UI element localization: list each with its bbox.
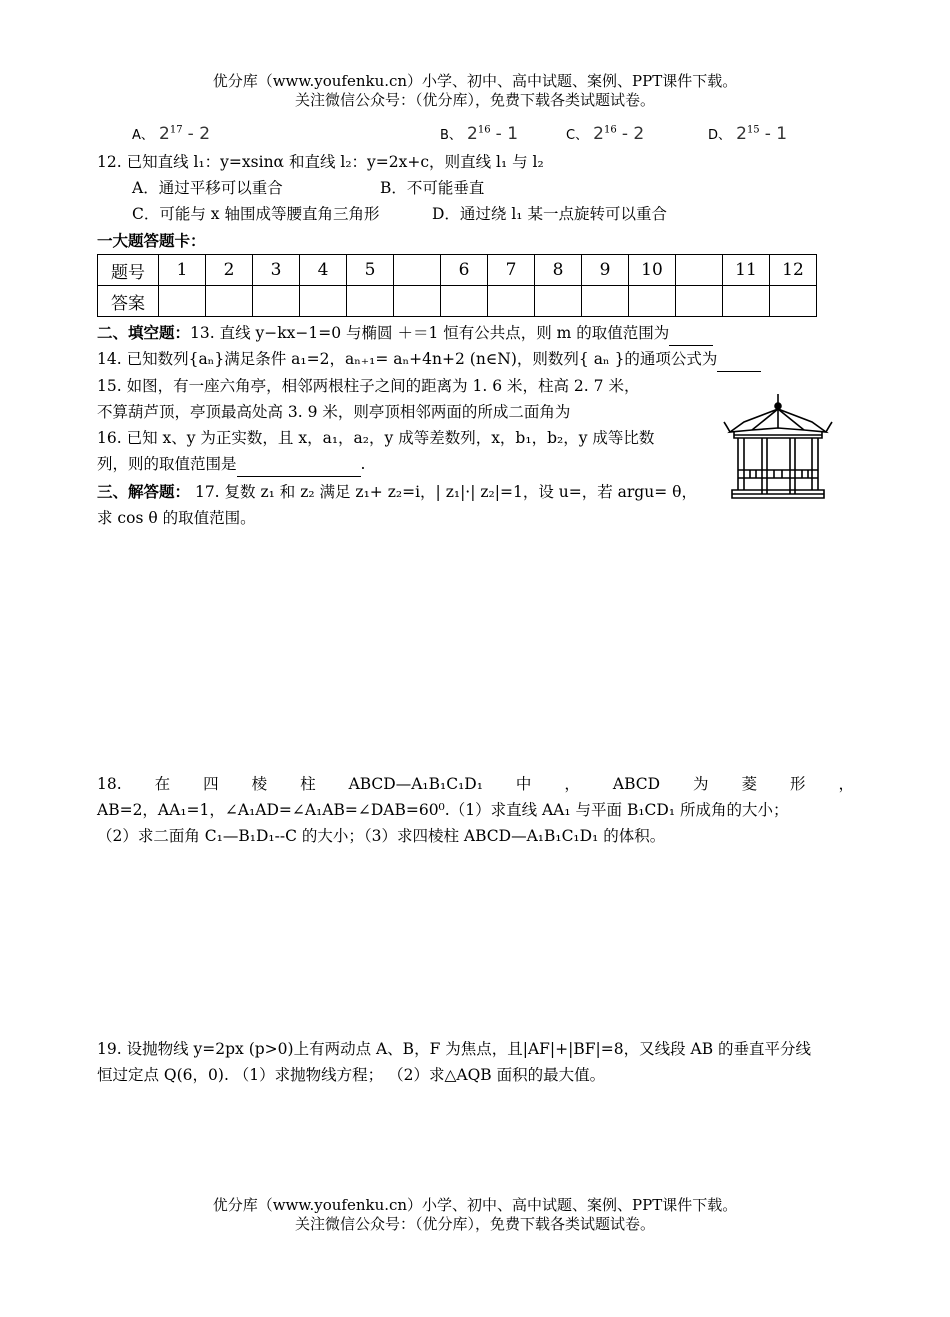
q11-option-b: B、 $2^{16} - 1$ (440, 124, 519, 144)
answer-card-number: 8 (535, 255, 582, 286)
q18-line-2: AB=2，AA₁=1，∠A₁AD=∠A₁AB=∠DAB=60⁰.（1）求直线 AA₁ 与平面 B₁CD₁ 所成角的大小； (97, 801, 789, 819)
q15-line-1: 15. 如图，有一座六角亭，相邻两根柱子之间的距离为 1. 6 米，柱高 2. 7 米， (97, 377, 640, 395)
answer-cell[interactable] (723, 286, 770, 317)
answer-cell[interactable] (770, 286, 817, 317)
footer-line-2: 关注微信公众号：（优分库），免费下载各类试题试卷。 (294, 1215, 655, 1233)
answer-card-row-label: 题号 (98, 255, 159, 286)
q14-blank[interactable] (717, 347, 761, 372)
q17-text: 17. 复数 z₁ 和 z₂ 满足 z₁+ z₂=i，| z₁|·| z₂|=1，设 u=，若 argu= θ， (194, 483, 697, 501)
answer-card-title: 一大题答题卡： (97, 231, 206, 250)
answer-card-number: 9 (582, 255, 629, 286)
hexagonal-pavilion-illustration (722, 392, 834, 502)
q13-blank[interactable] (669, 321, 713, 346)
answer-cell[interactable] (441, 286, 488, 317)
q14-line (97, 347, 761, 372)
answer-card-number: 6 (441, 255, 488, 286)
answer-card-number: 11 (723, 255, 770, 286)
q12-option-a: A．通过平移可以重合 (132, 179, 283, 197)
answer-card-table (97, 254, 817, 317)
answer-cell[interactable] (535, 286, 582, 317)
q12-option-b: B．不可能垂直 (380, 179, 485, 197)
answer-card-number: 1 (159, 255, 206, 286)
q14-text: 14. 已知数列{aₙ}满足条件 a₁=2，aₙ₊₁= aₙ+4n+2 (n∈N)，则数列{ aₙ }的通项公式为 (97, 350, 718, 368)
answer-card-number: 10 (629, 255, 676, 286)
answer-cell[interactable] (300, 286, 347, 317)
answer-cell[interactable] (488, 286, 535, 317)
answer-cell[interactable] (347, 286, 394, 317)
q17-line-2: 求 cos θ 的取值范围。 (97, 509, 256, 527)
answer-cell[interactable] (394, 286, 441, 317)
q16-blank[interactable] (237, 452, 361, 477)
q15-line-2: 不算葫芦顶，亭顶最高处高 3. 9 米，则亭顶相邻两面的所成二面角为 (97, 403, 571, 421)
q12-stem: 12. 已知直线 l₁：y=xsinα 和直线 l₂：y=2x+c，则直线 l₁ 与 l₂ (97, 153, 544, 171)
answer-card-number: 3 (253, 255, 300, 286)
answer-card-number (394, 255, 441, 286)
q13-text: 13. 直线 y−kx−1=0 与椭圆 ＋＝1 恒有公共点，则 m 的取值范围为 (190, 324, 670, 342)
answer-card-number: 4 (300, 255, 347, 286)
answer-card-number-row (98, 255, 817, 286)
q18-line-1: 18. 在 四 棱 柱 ABCD—A₁B₁C₁D₁ 中 ， ABCD 为 菱 形 ， (97, 775, 854, 793)
section3-heading: 三、解答题： (97, 482, 191, 501)
q12-option-d: D．通过绕 l₁ 某一点旋转可以重合 (432, 205, 667, 223)
answer-cell[interactable] (159, 286, 206, 317)
answer-cell[interactable] (253, 286, 300, 317)
answer-card-number: 5 (347, 255, 394, 286)
footer-line-1: 优分库（www.youfenku.cn）小学、初中、高中试题、案例、PPT课件下载。 (212, 1196, 738, 1214)
q16-line-1: 16. 已知 x、y 为正实数，且 x，a₁，a₂，y 成等差数列，x，b₁，b₂，y 成等比数 (97, 429, 655, 447)
q11-option-a: A、 $2^{17} - 2$ (132, 124, 211, 144)
answer-cell[interactable] (629, 286, 676, 317)
q19-line-1: 19. 设抛物线 y=2px (p>0)上有两动点 A、B，F 为焦点，且|AF|+|BF|=8，又线段 AB 的垂直平分线 (97, 1040, 812, 1058)
answer-cell[interactable] (582, 286, 629, 317)
answer-card-answer-row (98, 286, 817, 317)
q17-line-1 (97, 480, 697, 504)
q19-line-2: 恒过定点 Q(6，0). （1）求抛物线方程； （2）求△AQB 面积的最大值。 (97, 1066, 606, 1084)
header-line-1: 优分库（www.youfenku.cn）小学、初中、高中试题、案例、PPT课件下载。 (212, 72, 738, 90)
answer-card-number: 12 (770, 255, 817, 286)
answer-card-number: 7 (488, 255, 535, 286)
header-line-2: 关注微信公众号：（优分库），免费下载各类试题试卷。 (294, 91, 655, 109)
q13-line (97, 321, 713, 346)
section2-heading: 二、填空题： (97, 323, 191, 342)
q18-line-3: （2）求二面角 C₁—B₁D₁--C 的大小；（3）求四棱柱 ABCD—A₁B₁C₁D₁ 的体积。 (97, 827, 666, 845)
q11-option-d: D、 $2^{15} - 1$ (708, 124, 788, 144)
answer-card-row-label: 答案 (98, 286, 159, 317)
q11-option-c: C、 $2^{16} - 2$ (566, 124, 645, 144)
answer-card-number: 2 (206, 255, 253, 286)
q16-text: 列，则的取值范围是 (97, 455, 237, 473)
answer-card-number (676, 255, 723, 286)
q16-line-2: 列，则的取值范围是 . (97, 452, 365, 477)
q12-option-c: C．可能与 x 轴围成等腰直角三角形 (132, 205, 380, 223)
answer-cell[interactable] (206, 286, 253, 317)
answer-cell[interactable] (676, 286, 723, 317)
